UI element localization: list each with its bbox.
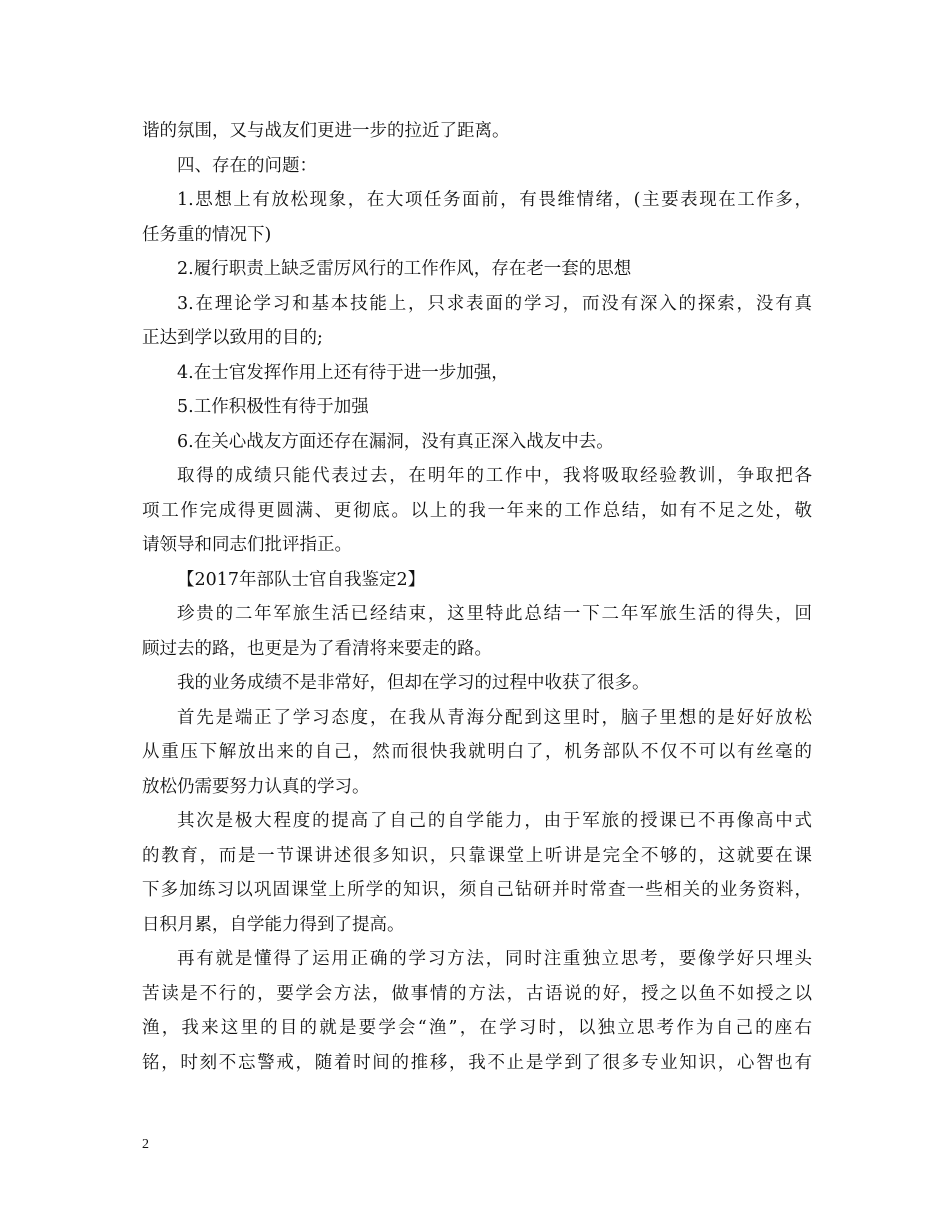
text-line: 5.工作积极性有待于加强	[177, 397, 369, 417]
text-line: 渔，我来这里的目的就是要学会“渔”，在学习时，以独立思考作为自己的座右	[142, 1018, 812, 1038]
text-line: 项工作完成得更圆满、更彻底。以上的我一年来的工作总结，如有不足之处，敬	[142, 500, 812, 521]
text-line: 谐的氛围，又与战友们更进一步的拉近了距离。	[142, 121, 510, 141]
text-line: 下多加练习以巩固课堂上所学的知识，须自己钻研并时常查一些相关的业务资料，	[142, 880, 812, 900]
text-line: 从重压下解放出来的自己，然而很快我就明白了，机务部队不仅不可以有丝毫的	[142, 742, 812, 762]
text-line: 2.履行职责上缺乏雷厉风行的工作作风，存在老一套的思想	[177, 259, 632, 279]
text-line: 放松仍需要努力认真的学习。	[142, 776, 370, 797]
text-line: 6.在关心战友方面还存在漏洞，没有真正深入战友中去。	[177, 431, 614, 452]
page-number: 2	[142, 1137, 149, 1152]
text-line: 3.在理论学习和基本技能上，只求表面的学习，而没有深入的探索，没有真	[177, 293, 812, 314]
text-line: 取得的成绩只能代表过去，在明年的工作中，我将吸取经验教训，争取把各	[177, 466, 812, 486]
text-line: 苦读是不行的，要学会方法，做事情的方法，古语说的好，授之以鱼不如授之以	[142, 983, 812, 1004]
text-line: 珍贵的二年军旅生活已经结束，这里特此总结一下二年军旅生活的得失，回	[177, 604, 812, 624]
text-line: 正达到学以致用的目的;	[142, 328, 323, 348]
text-line: 顾过去的路，也更是为了看清将来要走的路。	[142, 638, 492, 659]
text-line: 请领导和同志们批评指正。	[142, 535, 352, 555]
text-line: 铭，时刻不忘警戒，随着时间的推移，我不止是学到了很多专业知识，心智也有	[142, 1052, 812, 1073]
text-line: 日积月累，自学能力得到了提高。	[142, 914, 405, 935]
text-line: 的教育，而是一节课讲述很多知识，只靠课堂上听讲是完全不够的，这就要在课	[142, 845, 812, 866]
text-line: 任务重的情况下)	[142, 224, 272, 245]
text-line: 首先是端正了学习态度，在我从青海分配到这里时，脑子里想的是好好放松	[177, 707, 812, 728]
text-line: 4.在士官发挥作用上还有待于进一步加强，	[177, 362, 509, 383]
text-line: 其次是极大程度的提高了自己的自学能力，由于军旅的授课已不再像高中式	[177, 811, 812, 831]
document-body	[142, 114, 812, 1080]
text-line: 再有就是懂得了运用正确的学习方法，同时注重独立思考，要像学好只埋头	[177, 949, 812, 969]
text-line: 1.思想上有放松现象，在大项任务面前，有畏维情绪，(主要表现在工作多，	[177, 190, 812, 210]
text-line: 四、存在的问题：	[177, 155, 317, 176]
text-line: 【2017年部队士官自我鉴定2】	[177, 569, 426, 590]
text-line: 我的业务成绩不是非常好，但却在学习的过程中收获了很多。	[177, 673, 650, 693]
